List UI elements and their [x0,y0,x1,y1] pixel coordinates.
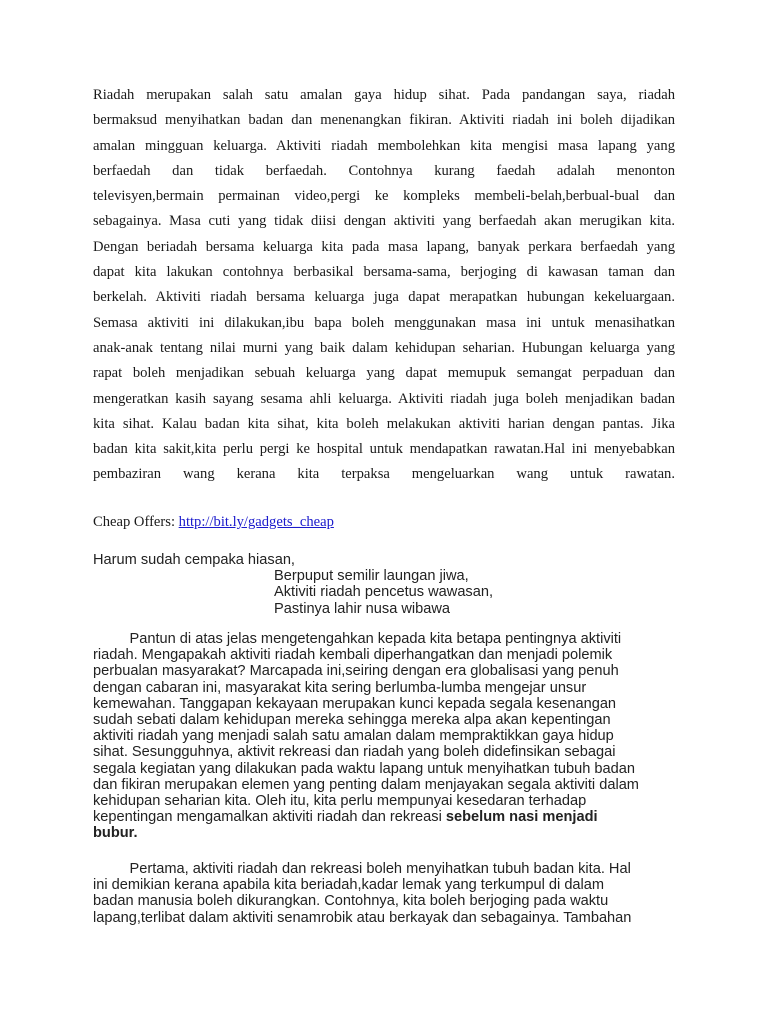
offers-label: Cheap Offers: [93,514,179,530]
paragraph-line: rapat boleh menjadikan sebuah keluarga yang dapat memupuk semangat perpaduan dan [93,365,675,382]
paragraph-line: Pantun di atas jelas mengetengahkan kepada kita betapa pentingnya aktiviti [93,631,622,647]
paragraph-line: mengeratkan kasih sayang sesama ahli keluarga. Aktiviti riadah juga boleh menjadikan badan [93,390,675,407]
paragraph-line: dan fikiran merupakan elemen yang penting dalam menjayakan segala aktiviti dalam [93,776,639,793]
pantun-discussion-paragraph [93,631,673,842]
pantun-line: Harum sudah cempaka hiasan, [93,552,295,568]
pantun-verse [93,552,693,617]
paragraph-line: perbualan masyarakat? Marcapada ini,seiring dengan era globalisasi yang penuh [93,663,619,680]
bold-phrase: sebelum nasi menjadi [445,809,598,826]
paragraph-line: kita sihat. Kalau badan kita sihat, kita boleh melakukan aktiviti harian dengan pantas. Jika [93,415,675,432]
paragraph-line: berfaedah dan tidak berfaedah. Contohnya kurang faedah adalah menonton [93,162,675,179]
pantun-line: Aktiviti riadah pencetus wawasan, [274,584,494,601]
paragraph-line: anak-anak tentang nilai murni yang baik dalam kehidupan seharian. Hubungan keluarga yang [93,339,675,356]
paragraph-text: kepentingan mengamalkan aktiviti riadah dan rekreasi [93,809,446,826]
pantun-line: Pastinya lahir nusa wibawa [274,600,451,617]
paragraph-line: pembaziran wang kerana kita terpaksa mengeluarkan wang untuk rawatan. [93,466,675,483]
paragraph-line: kemewahan. Tanggapan kekayaan merupakan kunci kepada segala kesenangan [93,695,617,712]
paragraph-line: bermaksud menyihatkan badan dan menenangkan fikiran. Aktiviti riadah ini boleh dijadikan [93,112,675,129]
paragraph-line: dapat kita lakukan contohnya berbasikal bersama-sama, berjoging di kawasan taman dan [93,264,675,281]
paragraph-line: dengan cabaran ini, masyarakat kita sering berlumba-lumba mengejar unsur [93,679,587,696]
offers-link[interactable]: http://bit.ly/gadgets_cheap [178,514,334,530]
paragraph-line [93,809,673,825]
paragraph-line: riadah. Mengapakah aktiviti riadah kembali diperhangatkan dan menjadi polemik [93,647,613,664]
paragraph-line: sihat. Sesungguhnya, aktivit rekreasi dan riadah yang boleh didefinsikan sebagai [93,744,616,761]
paragraph-line: Riadah merupakan salah satu amalan gaya hidup sihat. Pada pandangan saya, riadah [93,87,675,103]
paragraph-line: televisyen,bermain permainan video,pergi ke kompleks membeli-belah,berbual-bual dan [93,188,675,205]
paragraph-line: berkelah. Aktiviti riadah bersama keluarga juga dapat merapatkan hubungan kekeluargaan. [93,289,675,306]
paragraph-line: sebagainya. Masa cuti yang tidak diisi dengan aktiviti yang berfaedah akan merugikan kita. [93,213,675,230]
paragraph-line: Pertama, aktiviti riadah dan rekreasi boleh menyihatkan tubuh badan kita. Hal [93,861,631,877]
riadah-paragraph [93,83,675,488]
bold-phrase-end: bubur. [93,825,138,842]
paragraph-line: Semasa aktiviti ini dilakukan,ibu bapa boleh menggunakan masa ini untuk menasihatkan [93,314,675,331]
paragraph-line: amalan mingguan keluarga. Aktiviti riadah membolehkan kita mengisi masa lapang yang [93,137,675,154]
pantun-line: Berpuput semilir laungan jiwa, [274,568,469,585]
paragraph-line: kehidupan seharian kita. Oleh itu, kita perlu mempunyai kesedaran terhadap [93,793,587,810]
first-point-paragraph [93,861,673,926]
paragraph-line: ini demikian kerana apabila kita beriadah,kadar lemak yang terkumpul di dalam [93,877,605,894]
paragraph-line: badan manusia boleh dikurangkan. Contohnya, kita boleh berjoging pada waktu [93,893,609,910]
paragraph-line: sudah sebati dalam kehidupan mereka sehingga mereka alpa akan kepentingan [93,712,611,729]
paragraph-line: Dengan beriadah bersama keluarga kita pada masa lapang, banyak perkara berfaedah yang [93,238,675,255]
paragraph-line: segala kegiatan yang dilakukan pada waktu lapang untuk menyihatkan tubuh badan [93,760,635,777]
paragraph-line: aktiviti riadah yang menjadi salah satu amalan dalam mempraktikkan gaya hidup [93,728,614,745]
paragraph-line: lapang,terlibat dalam aktiviti senamrobik atau berkayak dan sebagainya. Tambahan [93,909,632,926]
cheap-offers-line [93,512,334,532]
paragraph-line: badan kita sakit,kita perlu pergi ke hospital untuk mendapatkan rawatan.Hal ini menyebabkan [93,441,675,458]
